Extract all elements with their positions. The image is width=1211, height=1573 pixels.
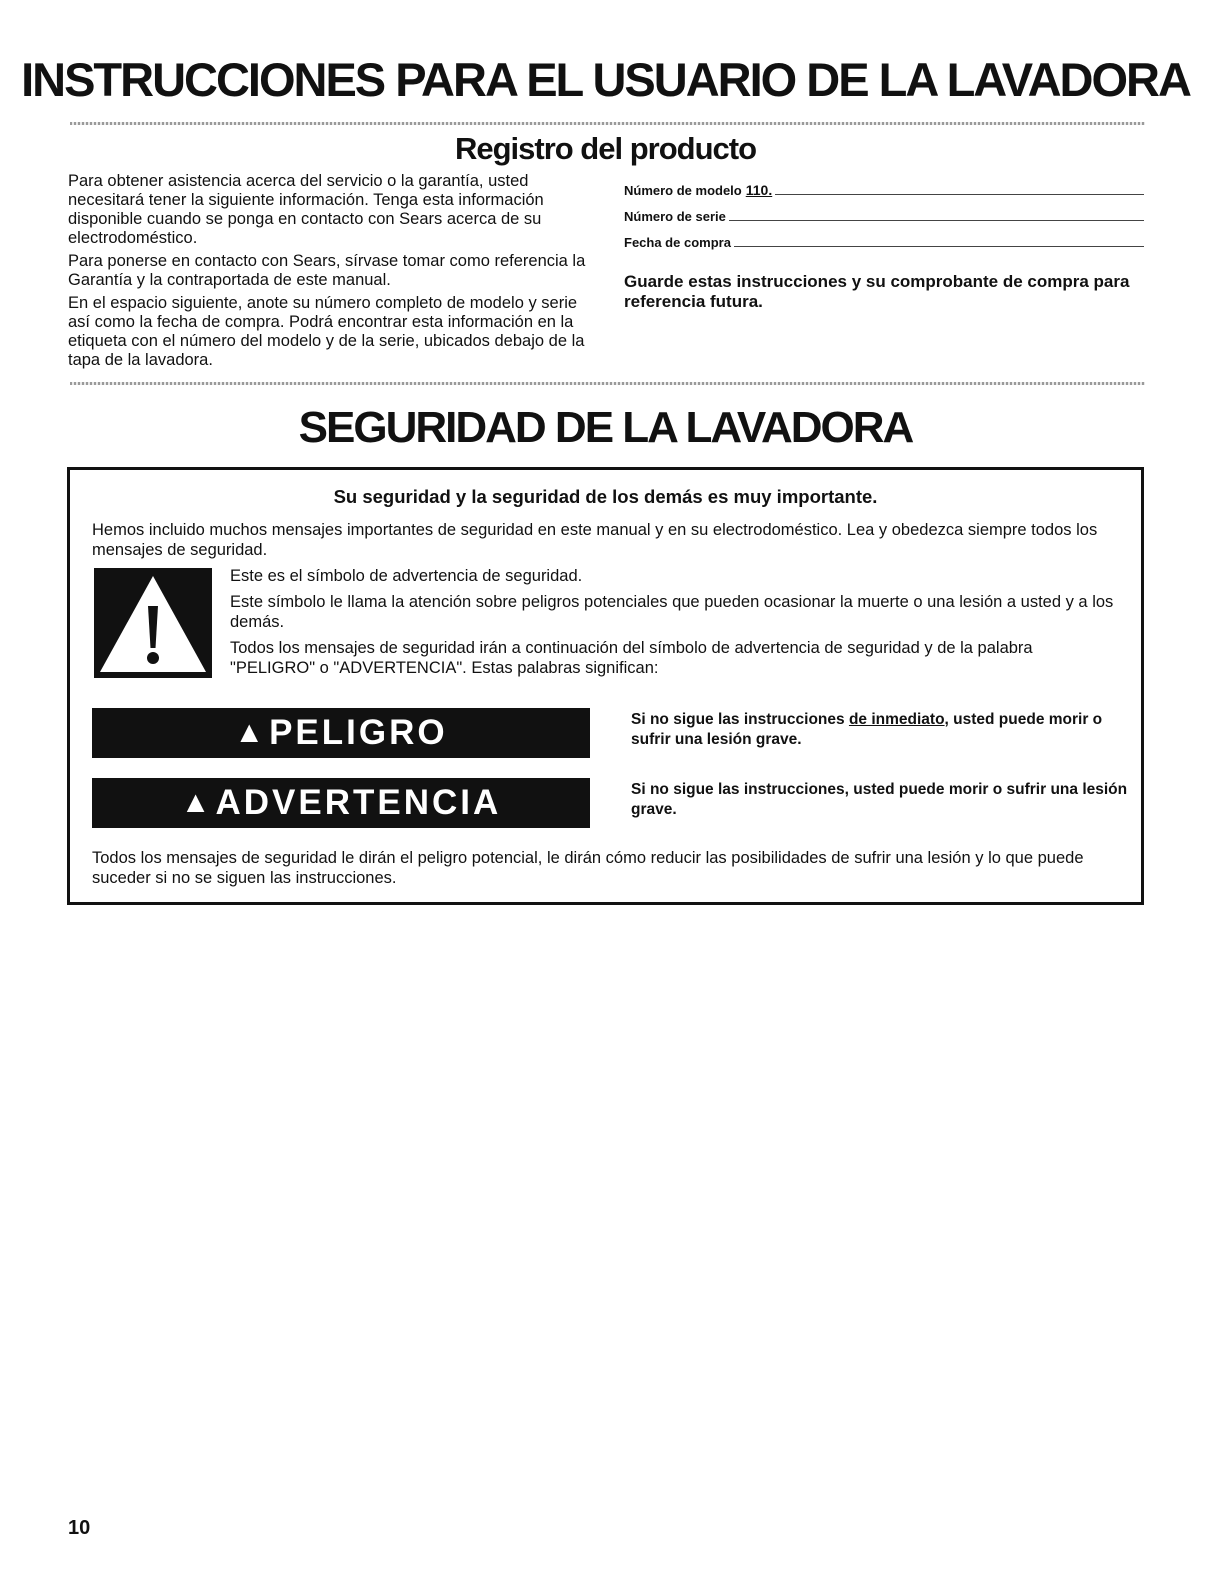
- danger-label: PELIGRO: [269, 713, 448, 752]
- warning-triangle-icon: ▲: [180, 786, 214, 819]
- divider: [70, 122, 1145, 125]
- symbol-explanation: [230, 566, 1120, 684]
- page-title: INSTRUCCIONES PARA EL USUARIO DE LA LAVADORA: [21, 53, 1190, 106]
- registration-title: Registro del producto: [454, 131, 757, 166]
- purchase-date-field[interactable]: [624, 224, 1144, 250]
- danger-desc-text: Si no sigue las instrucciones: [631, 711, 849, 728]
- registration-paragraph: En el espacio siguiente, anote su número completo de modelo y serie así como la fecha de compra. Podrá encontrar esta información en la etiqueta con el número del modelo y de la serie, ubicados debajo de la tapa de la lavadora.: [68, 294, 585, 369]
- registration-paragraph: Para obtener asistencia acerca del servicio o la garantía, usted necesitará tener la siguiente información. Tenga esta información disponible cuando se ponga en contacto con Sears acerca de su electrodoméstico.: [68, 172, 544, 247]
- keep-instructions-note: Guarde estas instrucciones y su comprobante de compra para referencia futura.: [624, 272, 1130, 311]
- purchase-date-label: Fecha de compra: [624, 235, 731, 250]
- warning-label: ADVERTENCIA: [215, 783, 502, 822]
- serial-number-line: [729, 220, 1144, 221]
- safety-closing: Todos los mensajes de seguridad le dirán el peligro potencial, le dirán cómo reducir las posibilidades de sufrir una lesión y lo que puede suceder si no se siguen las instrucciones.: [92, 849, 1084, 887]
- warning-triangle-icon: ▲: [234, 716, 268, 749]
- danger-desc-text: , usted puede morir o sufrir una lesión grave.: [631, 711, 1103, 748]
- model-number-line: [775, 194, 1144, 195]
- serial-number-label: Número de serie: [624, 209, 726, 224]
- page-number: 10: [68, 1517, 91, 1539]
- danger-signal-word: [92, 708, 590, 758]
- safety-box-heading: Su seguridad y la seguridad de los demás es muy importante.: [333, 486, 878, 507]
- divider: [70, 382, 1145, 385]
- danger-desc-emphasis: de inmediato: [848, 711, 945, 728]
- purchase-date-line: [734, 246, 1144, 247]
- safety-box: [67, 467, 1144, 905]
- danger-description: [631, 710, 1131, 750]
- safety-alert-symbol: [94, 568, 212, 678]
- registration-text: [68, 172, 598, 374]
- safety-title: SEGURIDAD DE LA LAVADORA: [298, 403, 913, 452]
- model-number-label: Número de modelo: [624, 183, 742, 198]
- registration-paragraph: Para ponerse en contacto con Sears, sírvase tomar como referencia la Garantía y la contraportada de este manual.: [68, 252, 586, 289]
- model-number-field[interactable]: [624, 172, 1144, 198]
- symbol-text: Este es el símbolo de advertencia de seguridad.: [230, 567, 583, 585]
- symbol-text: Todos los mensajes de seguridad irán a continuación del símbolo de advertencia de seguridad y de la palabra "PELIGRO" o "ADVERTENCIA". Estas palabras significan:: [230, 639, 1033, 677]
- warning-signal-word: [92, 778, 590, 828]
- serial-number-field[interactable]: [624, 198, 1144, 224]
- model-number-value: 110.: [745, 182, 773, 198]
- registration-form: [624, 172, 1144, 312]
- warning-description: Si no sigue las instrucciones, usted puede morir o sufrir una lesión grave.: [631, 781, 1128, 818]
- symbol-text: Este símbolo le llama la atención sobre peligros potenciales que pueden ocasionar la muerte o una lesión a usted y a los demás.: [230, 593, 1114, 631]
- safety-intro: Hemos incluido muchos mensajes importantes de seguridad en este manual y en su electrodoméstico. Lea y obedezca siempre todos los mensajes de seguridad.: [92, 521, 1098, 559]
- warning-triangle-icon: [94, 568, 212, 678]
